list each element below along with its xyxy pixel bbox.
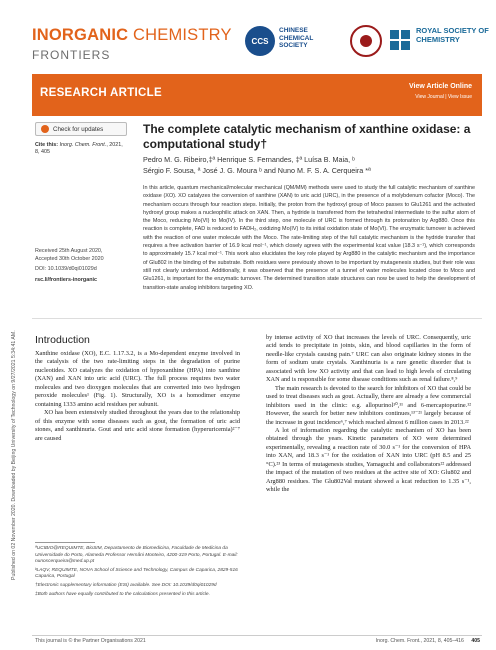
download-side-note-text: Published on 02 November 2020. Downloaded by Beijing University of Technology on 9/27/2021 5:34:41 AM.	[11, 330, 17, 580]
right-column	[266, 334, 471, 495]
journal-name-light: CHEMISTRY	[133, 26, 232, 44]
cite-journal: Inorg. Chem. Front.	[59, 142, 107, 148]
journal-short-link[interactable]: rsc.li/frontiers-inorganic	[35, 276, 98, 283]
rsc-logo-icon[interactable]	[390, 30, 410, 50]
right-paragraph-2: The main research is devoted to the search for inhibitors of XO that could be used to treat diseases such as gout. Actually, there are already a few commercial inhibitors used in the clinic: e.g. allopurinol¹⁰,¹¹ and 6-mercaptopurine.¹² However, the search for better new inhibitors continues,¹³⁻²¹ largely because of the increase in gout incidence⁶,⁷ which reached almost 6 million cases in 2013.²²	[266, 384, 471, 426]
citation-info	[35, 142, 125, 156]
download-side-note	[2, 60, 17, 580]
check-for-updates-button[interactable]	[35, 122, 127, 136]
doi-link[interactable]: DOI: 10.1039/d0qi01029d	[35, 266, 97, 272]
footnote-equal-contribution: ‡Both authors have equally contributed to the calculations presented in this article.	[35, 591, 210, 597]
ccs-logo-text: CHINESE CHEMICAL SOCIETY	[279, 27, 314, 49]
footnote-affiliation-b: ᵇLAQV, REQUIMTE, NOVA School of Science and Technology, Campus de Caparica, 2829-516 Caparica, Portugal	[35, 567, 238, 580]
check-for-updates-label: Check for updates	[53, 125, 104, 133]
introduction-heading: Introduction	[35, 334, 90, 346]
update-badge-icon	[41, 125, 49, 133]
article-type-label: RESEARCH ARTICLE	[40, 87, 162, 99]
journal-name-bold: INORGANIC	[32, 26, 129, 44]
author-list	[143, 155, 473, 176]
university-seal-logo	[350, 25, 382, 57]
left-paragraph-2: XO has been extensively studied throughout the years due to the relationship of this enzyme with some diseases such as gout, the formation of uric acid stones, and xanthinuria. Gout and uric acid stone formation (hyperuricemia)²⁻⁷ are caused	[35, 409, 240, 442]
page-number: 405	[471, 638, 480, 644]
article-history	[35, 248, 130, 284]
footer-journal-ref: Inorg. Chem. Front., 2021, 8, 405–416	[375, 638, 464, 644]
left-paragraph-1: Xanthine oxidase (XO), E.C. 1.17.3.2, is a Mo-dependent enzyme involved in the catalysis of the two rate-limiting steps in the degradation of purine nucleotides. XO catalyzes the oxidation of hypoxanthine (HPA) into xanthine (XAN) and XAN into uric acid (URC). The full process requires two water molecules and two dioxygen molecules that are converted into two hydrogen peroxide molecules¹ (Fig. 1). Structurally, XO is a homodimer enzyme containing 1333 amino acid residues per subunit.	[35, 350, 240, 408]
author-line-2: Sérgio F. Sousa, ª José J. G. Moura ᵇ and Nuno M. F. S. A. Cerqueira *ª	[143, 165, 371, 175]
left-column	[35, 350, 240, 443]
view-article-online-link[interactable]: View Article Online	[408, 83, 472, 90]
section-divider	[32, 318, 482, 319]
rsc-logo-text: ROYAL SOCIETY OF CHEMISTRY	[416, 26, 489, 44]
footnotes	[35, 546, 240, 600]
received-date: Received 25th August 2020,	[35, 248, 103, 254]
right-paragraph-3: A lot of information regarding the catalytic mechanism of XO has been obtained through the years. Kinetic parameters of XO were determined experimentally, revealing a reaction rate of 30.0 s⁻¹ for the conversion of HPA into XAN, and 18.3 s⁻¹ for the oxidation of XAN into URC (pH 8.5 and 25 °C).²³ In terms of mutagenesis studies, Yamaguchi and collaborators²² addressed the impact of the mutation of two residues at the active site of XO: Glu802 and Arg880 residues. The Glu802Val mutant showed a kcat reduction to 1.35 s⁻¹, while the	[266, 426, 471, 494]
journal-subtitle: FRONTIERS	[32, 48, 111, 62]
right-paragraph-1: by intense activity of XO that increases the levels of URC. Consequently, uric acid tends to precipitate in joints, skin, and blood capillaries in the form of needle-like crystals causing pain.⁷ URC can also originate kidney stones in the form of sodium urate crystals. Xanthinuria is a rare genetic disorder that is associated with low XO activity and that can lead to high levels of circulating XAN and is responsible for some disease conditions such as renal failure.⁸,⁹	[266, 334, 471, 384]
accepted-date: Accepted 30th October 2020	[35, 255, 104, 262]
footer-citation	[376, 638, 480, 644]
footer-copyright: This journal is © the Partner Organisations 2021	[35, 638, 146, 644]
article-title: The complete catalytic mechanism of xanthine oxidase: a computational study†	[143, 122, 471, 151]
cite-details: , 2021, 8, 405	[35, 142, 123, 155]
journal-name	[32, 26, 232, 45]
footnote-affiliation-a: ªUCIBIO@REQUIMTE, BioSIM, Departamento de Biomedicina, Faculdade de Medicina da Universidade do Porto, Alameda Professor Hernâni Monteiro, 4200-319 Porto, Portugal. E-mail: nunoscerqueira@med.up.pt	[35, 546, 238, 565]
ccs-logo[interactable]: CCS	[245, 26, 275, 56]
article-type-band	[32, 74, 482, 116]
footnote-esi: †Electronic supplementary information (ESI) available. See DOI: 10.1039/d0qi01029d	[35, 582, 217, 588]
footer-rule	[32, 635, 482, 636]
cite-prefix: Cite this:	[35, 142, 59, 148]
footnote-rule	[35, 542, 95, 543]
author-line-1: Pedro M. G. Ribeiro,‡ª Henrique S. Fernandes, ‡ª Luísa B. Maia, ᵇ	[143, 155, 355, 164]
view-journal-issue-links[interactable]: View Journal | View Issue	[415, 94, 472, 100]
abstract: In this article, quantum mechanical/molecular mechanical (QM/MM) methods were used to study the full catalytic mechanism of xanthine oxidase (XO). XO catalyzes the conversion of xanthine (XAN) to uric acid (URC), in the presence of a molybdenum cofactor (Moco). The mechanism occurs through four reaction steps. Initially, the proton from the hydroxyl group of Moco passes to Glu1261 and the activated hydroxyl group makes a nucleophilic attack on XAN. Then, a hydride is transferred from the tetrahedral intermediate to the sulfur atom of the Moco, reducing Mo(VI) to Mo(IV). In the third step, one molecule of URC is formed through its protonation by Arg880. Once this reaction is complete, FAD is reduced to FADH₂, oxidizing Mo(IV) to its initial oxidation state of Mo(VI). The enzymatic turnover is achieved with the reaction of one water molecule with the Moco. The rate-limiting step of the full catalytic mechanism is the hydride transfer that requires a free activation barrier of 16.9 kcal mol⁻¹, which closely agrees with the experimental kcat value (18.3 s⁻¹), which corresponds to approximately 15.7 kcal mol⁻¹. This work also elucidates the key role played by Arg880 in the catalytic mechanism and the importance of Glu802 in the binding of the substrate. Both residues were previously shown to be important by mutagenesis studies, but their role was still not clearly understood. Additionally, it was observed that the presence of a tunnel of water molecules located close to Moco and Glu1261, is important for the enzymatic turnover. The determined transition state structures can now be used to help the development of transition-state analog inhibitors targeting XO.	[143, 185, 475, 291]
